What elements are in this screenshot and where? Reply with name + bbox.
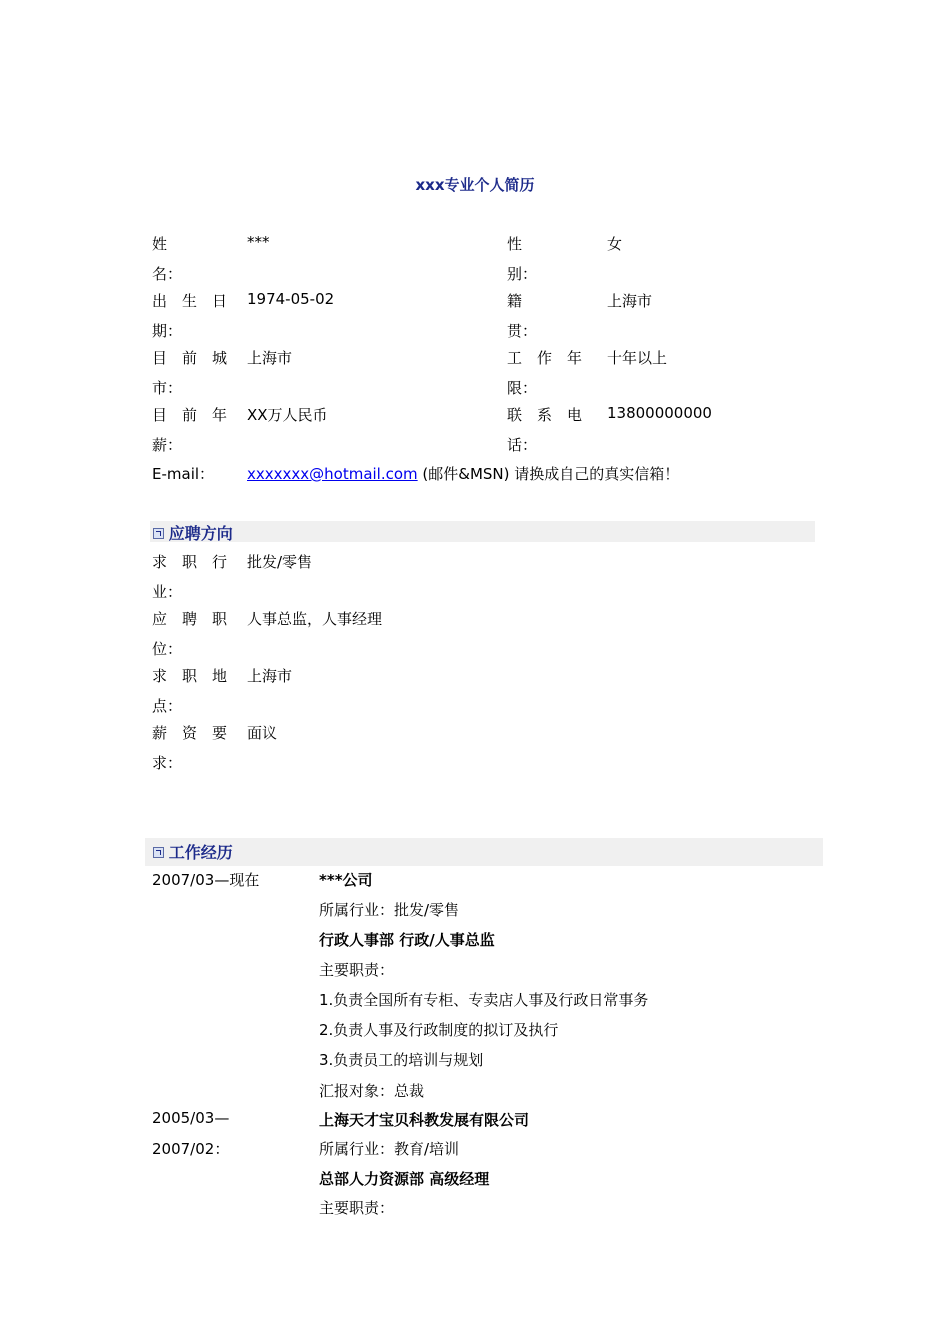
job-company: ***公司	[319, 871, 373, 889]
intent-position-label: 应 聘 职 位：	[152, 610, 228, 658]
salary-label: 目 前 年 薪：	[152, 406, 228, 454]
email-link[interactable]: xxxxxxx@hotmail.com	[247, 465, 418, 483]
job-intent-section-header	[150, 521, 815, 542]
intent-salary-value: 面议	[247, 724, 278, 742]
gender-label: 性 别：	[507, 235, 538, 283]
job-duty-item: 2.负责人事及行政制度的拟订及执行	[319, 1021, 559, 1039]
job-company: 上海天才宝贝科教发展有限公司	[319, 1111, 530, 1129]
years-label: 工 作 年 限：	[507, 349, 583, 397]
job-industry: 所属行业：批发/零售	[319, 901, 460, 919]
job-duties-label: 主要职责：	[319, 1199, 395, 1217]
job-duty-item: 3.负责员工的培训与规划	[319, 1051, 484, 1069]
intent-industry-value: 批发/零售	[247, 553, 313, 571]
experience-section-header	[145, 838, 823, 866]
years-value: 十年以上	[607, 349, 668, 367]
job-report: 汇报对象：总裁	[319, 1082, 425, 1100]
job-period: 2005/03— 2007/02：	[152, 1109, 230, 1158]
section-bullet-icon	[153, 528, 164, 539]
section-bullet-icon	[153, 847, 164, 858]
email-note: (邮件&MSN) 请换成自己的真实信箱！	[417, 465, 680, 483]
intent-industry-label: 求 职 行 业：	[152, 553, 228, 601]
job-dept-title: 总部人力资源部 高级经理	[319, 1170, 490, 1188]
job-dept-title: 行政人事部 行政/人事总监	[319, 931, 495, 949]
salary-value: XX万人民币	[247, 406, 328, 424]
name-label: 姓 名：	[152, 235, 183, 283]
gender-value: 女	[607, 235, 623, 253]
birth-value: 1974-05-02	[247, 290, 335, 308]
job-intent-title: 应聘方向	[168, 524, 233, 543]
origin-label: 籍 贯：	[507, 292, 538, 340]
job-intent-header-content	[153, 521, 233, 544]
city-label: 目 前 城 市：	[152, 349, 228, 397]
email-row	[247, 463, 679, 484]
city-value: 上海市	[247, 349, 293, 367]
intent-position-value: 人事总监，人事经理	[247, 610, 383, 628]
job-duty-item: 1.负责全国所有专柜、专卖店人事及行政日常事务	[319, 991, 649, 1009]
page-title: xxx专业个人简历	[415, 176, 535, 194]
name-value: ***	[247, 233, 270, 251]
experience-title: 工作经历	[168, 843, 233, 862]
email-label: E-mail：	[152, 465, 215, 483]
intent-salary-label: 薪 资 要 求：	[152, 724, 228, 772]
intent-location-value: 上海市	[247, 667, 293, 685]
intent-location-label: 求 职 地 点：	[152, 667, 228, 715]
phone-value: 13800000000	[607, 404, 712, 422]
job-period: 2007/03—现在	[152, 871, 260, 889]
origin-value: 上海市	[607, 292, 653, 310]
experience-header-content	[153, 840, 233, 863]
birth-label: 出 生 日 期：	[152, 292, 228, 340]
job-industry: 所属行业：教育/培训	[319, 1140, 460, 1158]
phone-label: 联 系 电 话：	[507, 406, 583, 454]
job-duties-label: 主要职责：	[319, 961, 395, 979]
